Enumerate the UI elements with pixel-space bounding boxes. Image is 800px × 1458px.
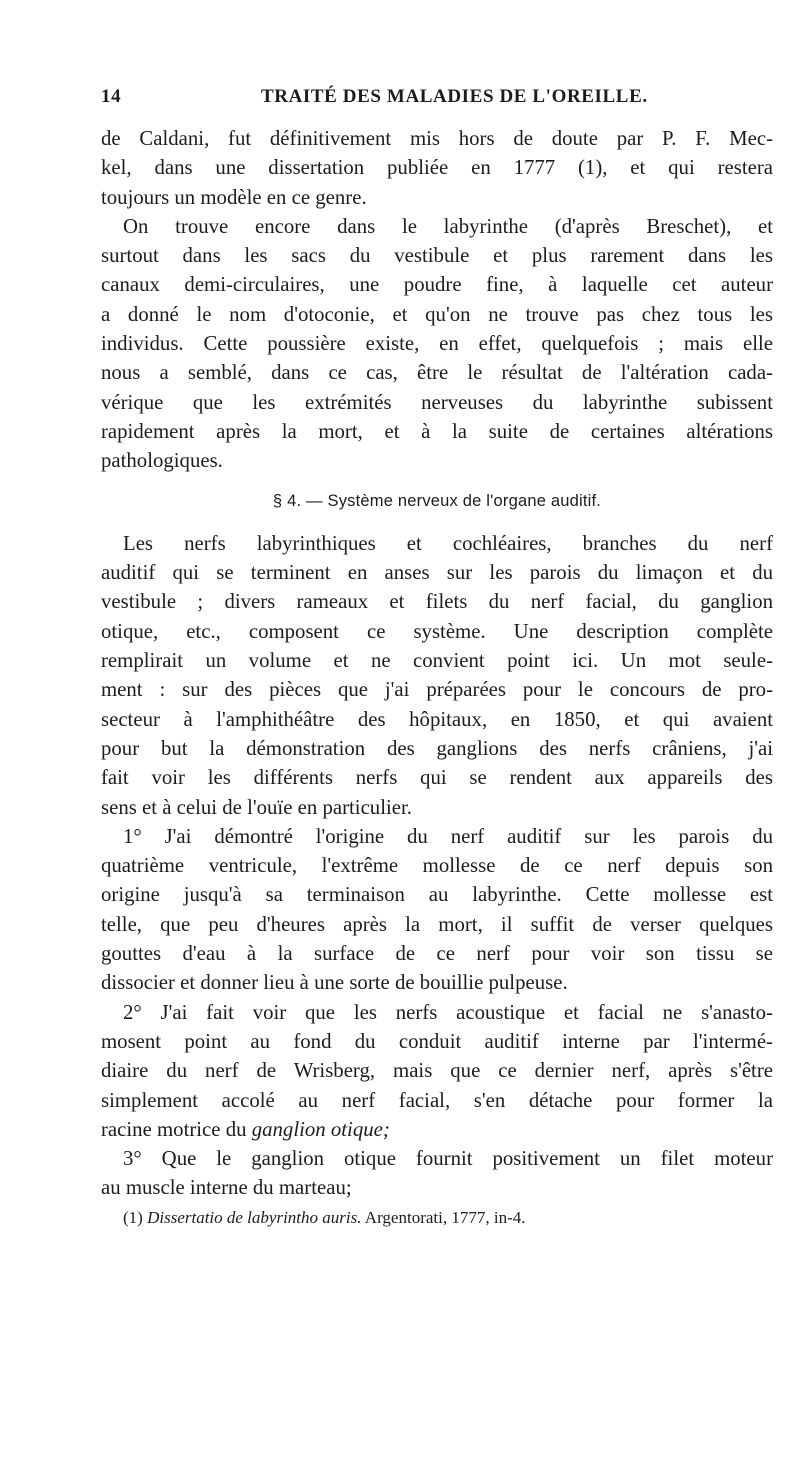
paragraph-point-2 <box>101 998 773 1144</box>
text-line: kel, dans une dissertation publiée en 1777 (1), et qui restera <box>101 156 773 180</box>
text-line: 1° J'ai démontré l'origine du nerf auditif sur les parois du <box>123 824 773 848</box>
text-line: canaux demi-circulaires, une poudre fine, à laquelle cet auteur <box>101 273 773 297</box>
text-line: au muscle interne du marteau; <box>101 1176 352 1200</box>
text-line: nous a semblé, dans ce cas, être le résultat de l'altération cada- <box>101 361 773 385</box>
text-line: individus. Cette poussière existe, en effet, quelquefois ; mais elle <box>101 332 773 356</box>
text-line: ment : sur des pièces que j'ai préparées pour le concours de pro- <box>101 678 773 702</box>
text-line: secteur à l'amphithéâtre des hôpitaux, en 1850, et qui avaient <box>101 707 773 731</box>
text-line: origine jusqu'à sa terminaison au labyrinthe. Cette mollesse est <box>101 883 773 907</box>
text-line: otique, etc., composent ce système. Une description complète <box>101 619 773 643</box>
text-line: de Caldani, fut définitivement mis hors de doute par P. F. Mec- <box>101 127 773 150</box>
text-line: sens et à celui de l'ouïe en particulier. <box>101 795 412 819</box>
footnote-details: Argentorati, 1777, in-4. <box>364 1207 526 1227</box>
text-line: pathologiques. <box>101 449 223 473</box>
italic-term: ganglion otique; <box>251 1117 390 1141</box>
text-line: toujours un modèle en ce genre. <box>101 185 367 209</box>
page-number: 14 <box>101 86 122 107</box>
text-line: simplement accolé au nerf facial, s'en détache pour former la <box>101 1088 773 1112</box>
text-line: telle, que peu d'heures après la mort, il suffit de verser quelques <box>101 912 773 936</box>
text-line: Les nerfs labyrinthiques et cochléaires, branches du nerf <box>123 531 773 555</box>
paragraph-continued <box>101 124 773 212</box>
text-run: racine motrice du <box>101 1117 252 1141</box>
text-line: a donné le nom d'otoconie, et qu'on ne trouve pas chez tous les <box>101 302 773 326</box>
footnote-marker: (1) <box>123 1207 143 1227</box>
text-line: auditif qui se terminent en anses sur les parois du limaçon et du <box>101 561 773 585</box>
text-line: vérique que les extrémités nerveuses du labyrinthe subissent <box>101 390 773 414</box>
footnote-title: Dissertatio de labyrintho auris. <box>147 1207 362 1227</box>
text-line: dissocier et donner lieu à une sorte de bouillie pulpeuse. <box>101 971 568 995</box>
section-heading: § 4. — Système nerveux de l'organe auditif. <box>272 491 602 510</box>
text-line: rapidement après la mort, et à la suite de certaines altérations <box>101 419 773 443</box>
text-line: 3° Que le ganglion otique fournit positivement un filet moteur <box>123 1147 773 1171</box>
text-line: mosent point au fond du conduit auditif interne par l'intermé- <box>101 1029 773 1053</box>
running-title: TRAITÉ DES MALADIES DE L'OREILLE. <box>261 86 648 107</box>
text-line: fait voir les différents nerfs qui se rendent aux appareils des <box>101 766 773 790</box>
text-line: 2° J'ai fait voir que les nerfs acoustique et facial ne s'anasto- <box>123 1000 773 1024</box>
paragraph-point-1 <box>101 822 773 998</box>
paragraph-nerfs <box>101 529 773 822</box>
running-header <box>101 86 661 116</box>
text-line <box>101 1115 773 1144</box>
text-line: surtout dans les sacs du vestibule et plus rarement dans les <box>101 244 773 268</box>
text-line: vestibule ; divers rameaux et filets du nerf facial, du ganglion <box>101 590 773 614</box>
page-body <box>101 124 773 1232</box>
text-line: remplirait un volume et ne convient point ici. Un mot seule- <box>101 649 773 673</box>
text-line: quatrième ventricule, l'extrême mollesse de ce nerf depuis son <box>101 854 773 878</box>
text-line: pour but la démonstration des ganglions des nerfs crâniens, j'ai <box>101 736 773 760</box>
text-line: gouttes d'eau à la surface de ce nerf pour voir son tissu se <box>101 942 773 966</box>
paragraph-point-3 <box>101 1144 773 1203</box>
text-line: diaire du nerf de Wrisberg, mais que ce dernier nerf, après s'être <box>101 1059 773 1083</box>
paragraph-otoconie <box>101 212 773 476</box>
text-line: On trouve encore dans le labyrinthe (d'après Breschet), et <box>123 214 773 238</box>
footnote <box>101 1203 773 1232</box>
